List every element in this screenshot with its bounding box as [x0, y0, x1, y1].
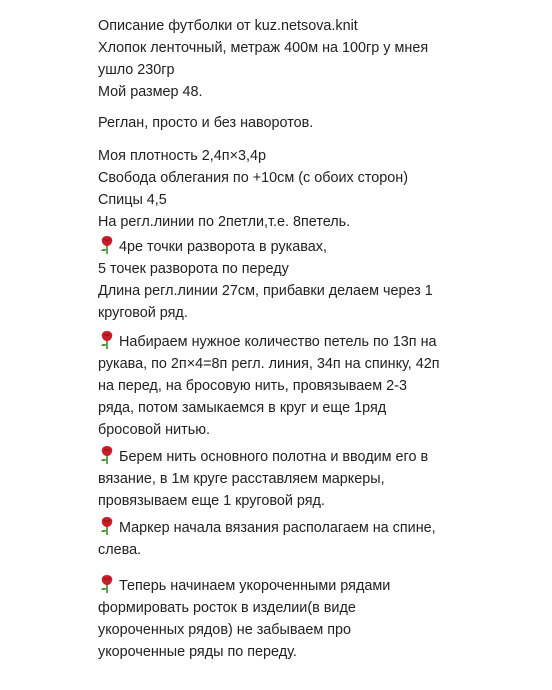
rose-icon [98, 445, 116, 465]
step-line [98, 235, 538, 258]
description-title: Описание футболки от kuz.netsova.knit [98, 18, 358, 34]
needles-line: Спицы 4,5 [98, 192, 167, 208]
raglan-line: Реглан, просто и без наворотов. [98, 115, 314, 131]
raglan-stitches-line: На регл.линии по 2петли,т.е. 8петель. [98, 214, 351, 230]
step-paragraph [98, 516, 538, 561]
step-2-line-5: бросовой нитью. [98, 422, 210, 438]
gauge-paragraph [98, 145, 538, 233]
step-3-line-1: Берем нить основного полотна и вводим его в [119, 449, 429, 465]
step-2-line-1: Набираем нужное количество петель по 13п на [119, 334, 437, 350]
step-5-line-3: укороченных рядов) не забываем про [98, 622, 352, 638]
ease-line: Свобода облегания по +10см (с обоих сторон) [98, 170, 409, 186]
step-5-line-2: формировать росток в изделии(в виде [98, 600, 356, 616]
step-1-line-2: 5 точек разворота по переду [98, 261, 289, 277]
step-2-line-4: ряда, потом замыкаемся в круг и еще 1ряд [98, 400, 387, 416]
rose-icon [98, 516, 116, 536]
rose-icon [98, 574, 116, 594]
yarn-line: Хлопок ленточный, метраж 400м на 100гр у мнея [98, 40, 429, 56]
rose-icon [98, 235, 116, 255]
step-1-line-3: Длина регл.линии 27см, прибавки делаем через 1 [98, 283, 433, 299]
step-line [98, 330, 538, 353]
step-3-line-3: провязываем еще 1 круговой ряд. [98, 493, 325, 509]
intro-paragraph [98, 15, 538, 103]
rose-icon [98, 330, 116, 350]
step-3-line-2: вязание, в 1м круге расставляем маркеры, [98, 471, 385, 487]
step-paragraph [98, 235, 538, 324]
step-line [98, 516, 538, 539]
step-5-line-4: укороченные ряды по переду. [98, 644, 297, 660]
step-2-line-3: на перед, на бросовую нить, провязываем 2-3 [98, 378, 407, 394]
step-line [98, 574, 538, 597]
step-paragraph [98, 445, 538, 512]
step-paragraph [98, 574, 538, 663]
size-line: Мой размер 48. [98, 84, 203, 100]
step-1-line-1: 4ре точки разворота в рукавах, [119, 239, 327, 255]
gauge-line: Моя плотность 2,4п×3,4р [98, 148, 267, 164]
step-2-line-2: рукава, по 2п×4=8п регл. линия, 34п на спинку, 42п [98, 356, 440, 372]
yarn-line-cont: ушло 230гр [98, 62, 175, 78]
step-4-line-2: слева. [98, 542, 142, 558]
step-4-line-1: Маркер начала вязания располагаем на спине, [119, 520, 436, 536]
raglan-paragraph [98, 112, 538, 134]
step-line [98, 445, 538, 468]
step-1-line-4: круговой ряд. [98, 305, 188, 321]
step-5-line-1: Теперь начинаем укороченными рядами [119, 578, 391, 594]
step-paragraph [98, 330, 538, 441]
